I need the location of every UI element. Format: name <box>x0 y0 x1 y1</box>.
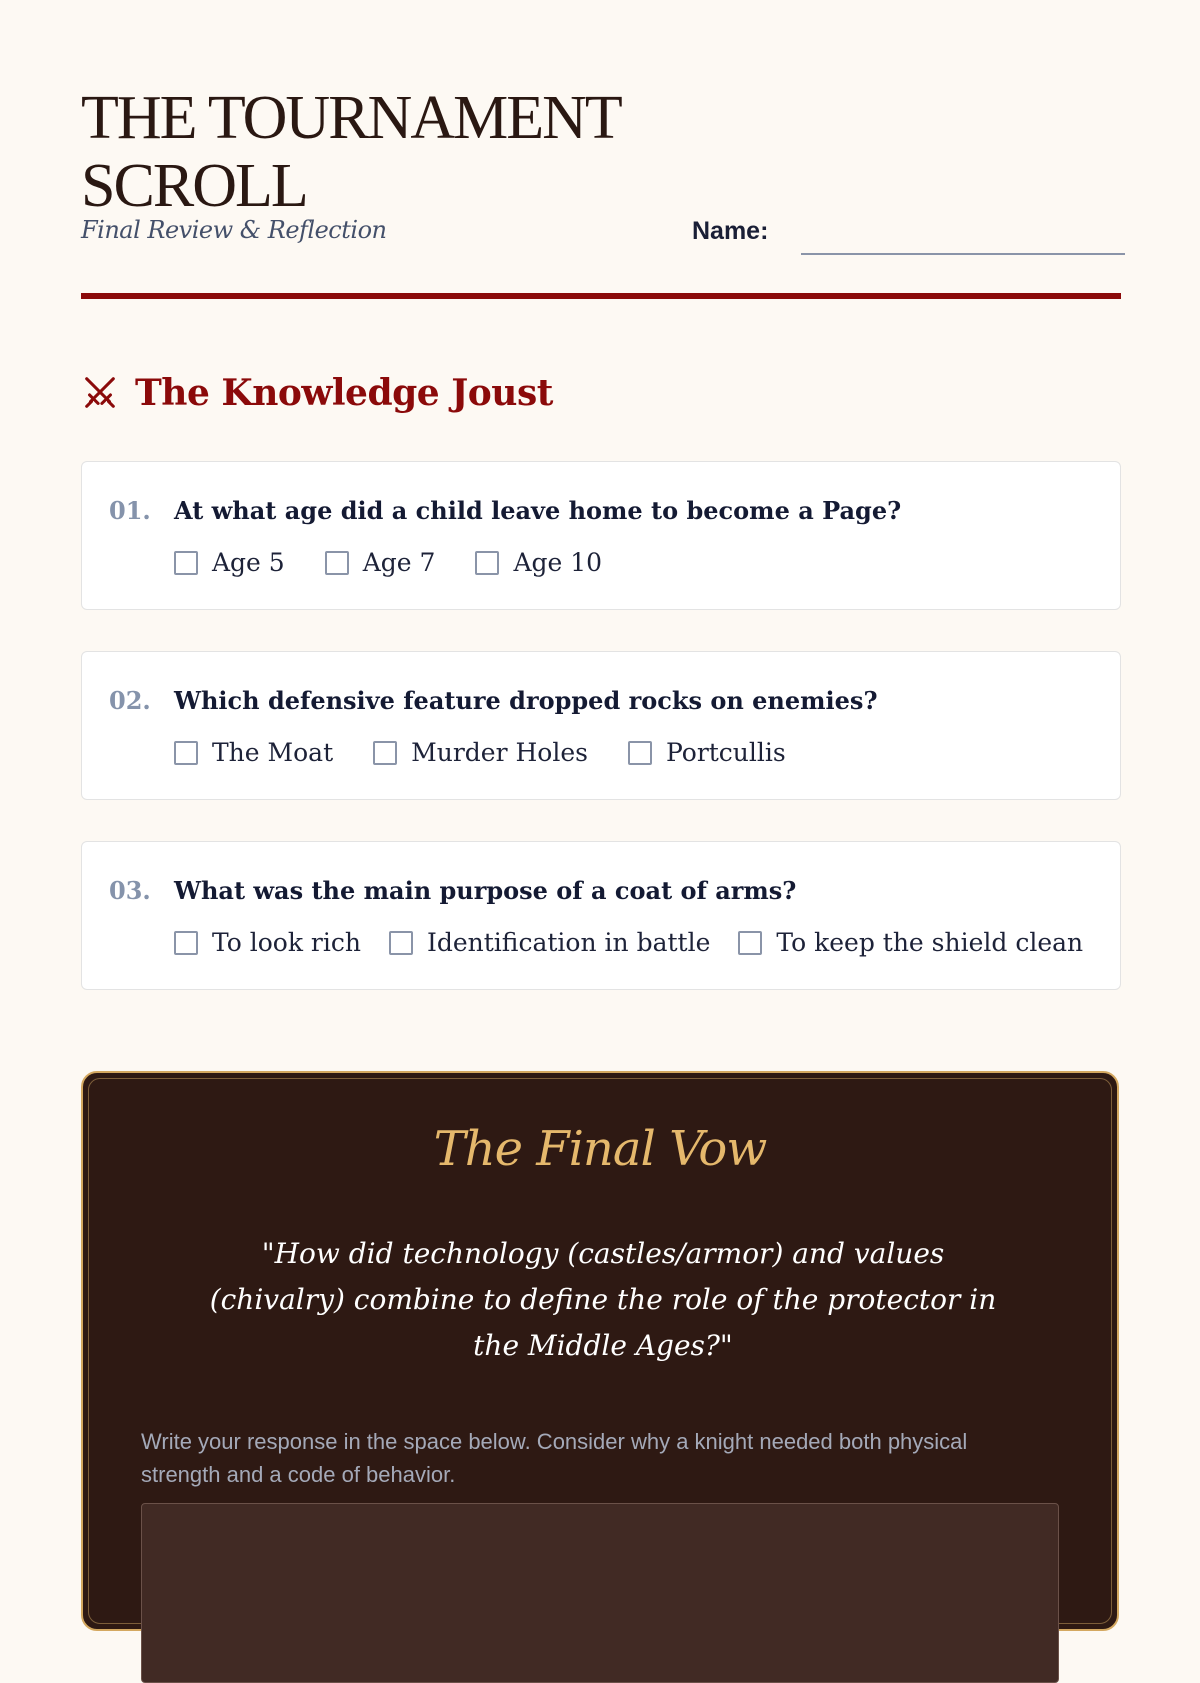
question-text: Which defensive feature dropped rocks on enemies? <box>174 686 878 715</box>
final-vow-title: The Final Vow <box>433 1121 767 1177</box>
question-number: 01. <box>109 496 151 525</box>
answer-option[interactable] <box>628 738 786 767</box>
option-label: Age 10 <box>513 548 603 577</box>
answer-option[interactable] <box>389 928 710 957</box>
checkbox[interactable] <box>174 931 198 955</box>
page-subtitle: Final Review & Reflection <box>81 216 387 244</box>
option-label: Age 7 <box>362 548 436 577</box>
question-number: 03. <box>109 876 151 905</box>
section-title: The Knowledge Joust <box>135 372 553 414</box>
option-label: Identification in battle <box>426 928 711 957</box>
response-textarea[interactable] <box>141 1503 1059 1683</box>
question-card-1 <box>81 461 1121 610</box>
final-vow-panel <box>81 1071 1119 1631</box>
question-card-2 <box>81 651 1121 800</box>
answer-options <box>174 548 642 577</box>
option-label: The Moat <box>212 738 334 767</box>
response-instructions: Write your response in the space below. Consider why a knight needed both physical strength and a code of behavior. <box>141 1429 968 1487</box>
answer-option[interactable] <box>174 928 361 957</box>
answer-option[interactable] <box>174 738 333 767</box>
question-text: What was the main purpose of a coat of arms? <box>174 876 797 905</box>
worksheet-page <box>81 0 1121 1487</box>
checkbox[interactable] <box>174 551 198 575</box>
answer-option[interactable] <box>325 548 436 577</box>
option-label: Murder Holes <box>411 738 588 767</box>
option-label: Portcullis <box>665 738 786 767</box>
checkbox[interactable] <box>738 931 762 955</box>
option-label: To look rich <box>212 928 361 957</box>
checkbox[interactable] <box>628 741 652 765</box>
name-input[interactable] <box>801 251 1125 255</box>
question-text: At what age did a child leave home to become a Page? <box>174 496 902 525</box>
answer-option[interactable] <box>738 928 1083 957</box>
section-heading <box>81 368 553 418</box>
name-label: Name: <box>692 217 769 245</box>
checkbox[interactable] <box>475 551 499 575</box>
checkbox[interactable] <box>389 931 413 955</box>
answer-option[interactable] <box>174 548 285 577</box>
page-title: THE TOURNAMENT SCROLL <box>81 84 620 220</box>
checkbox[interactable] <box>174 741 198 765</box>
checkbox[interactable] <box>373 741 397 765</box>
header-divider <box>81 293 1121 299</box>
checkbox[interactable] <box>325 551 349 575</box>
reflection-prompt: "How did technology (castles/armor) and values (chivalry) combine to define the role of the protector in the Middle Ages?" <box>209 1237 997 1362</box>
question-number: 02. <box>109 686 151 715</box>
option-label: To keep the shield clean <box>776 928 1084 957</box>
answer-option[interactable] <box>475 548 602 577</box>
answer-option[interactable] <box>373 738 588 767</box>
crossed-swords-icon <box>81 374 119 412</box>
question-card-3 <box>81 841 1121 990</box>
answer-options <box>174 738 826 767</box>
answer-options <box>174 928 1083 957</box>
option-label: Age 5 <box>212 548 285 577</box>
header <box>81 0 1121 300</box>
